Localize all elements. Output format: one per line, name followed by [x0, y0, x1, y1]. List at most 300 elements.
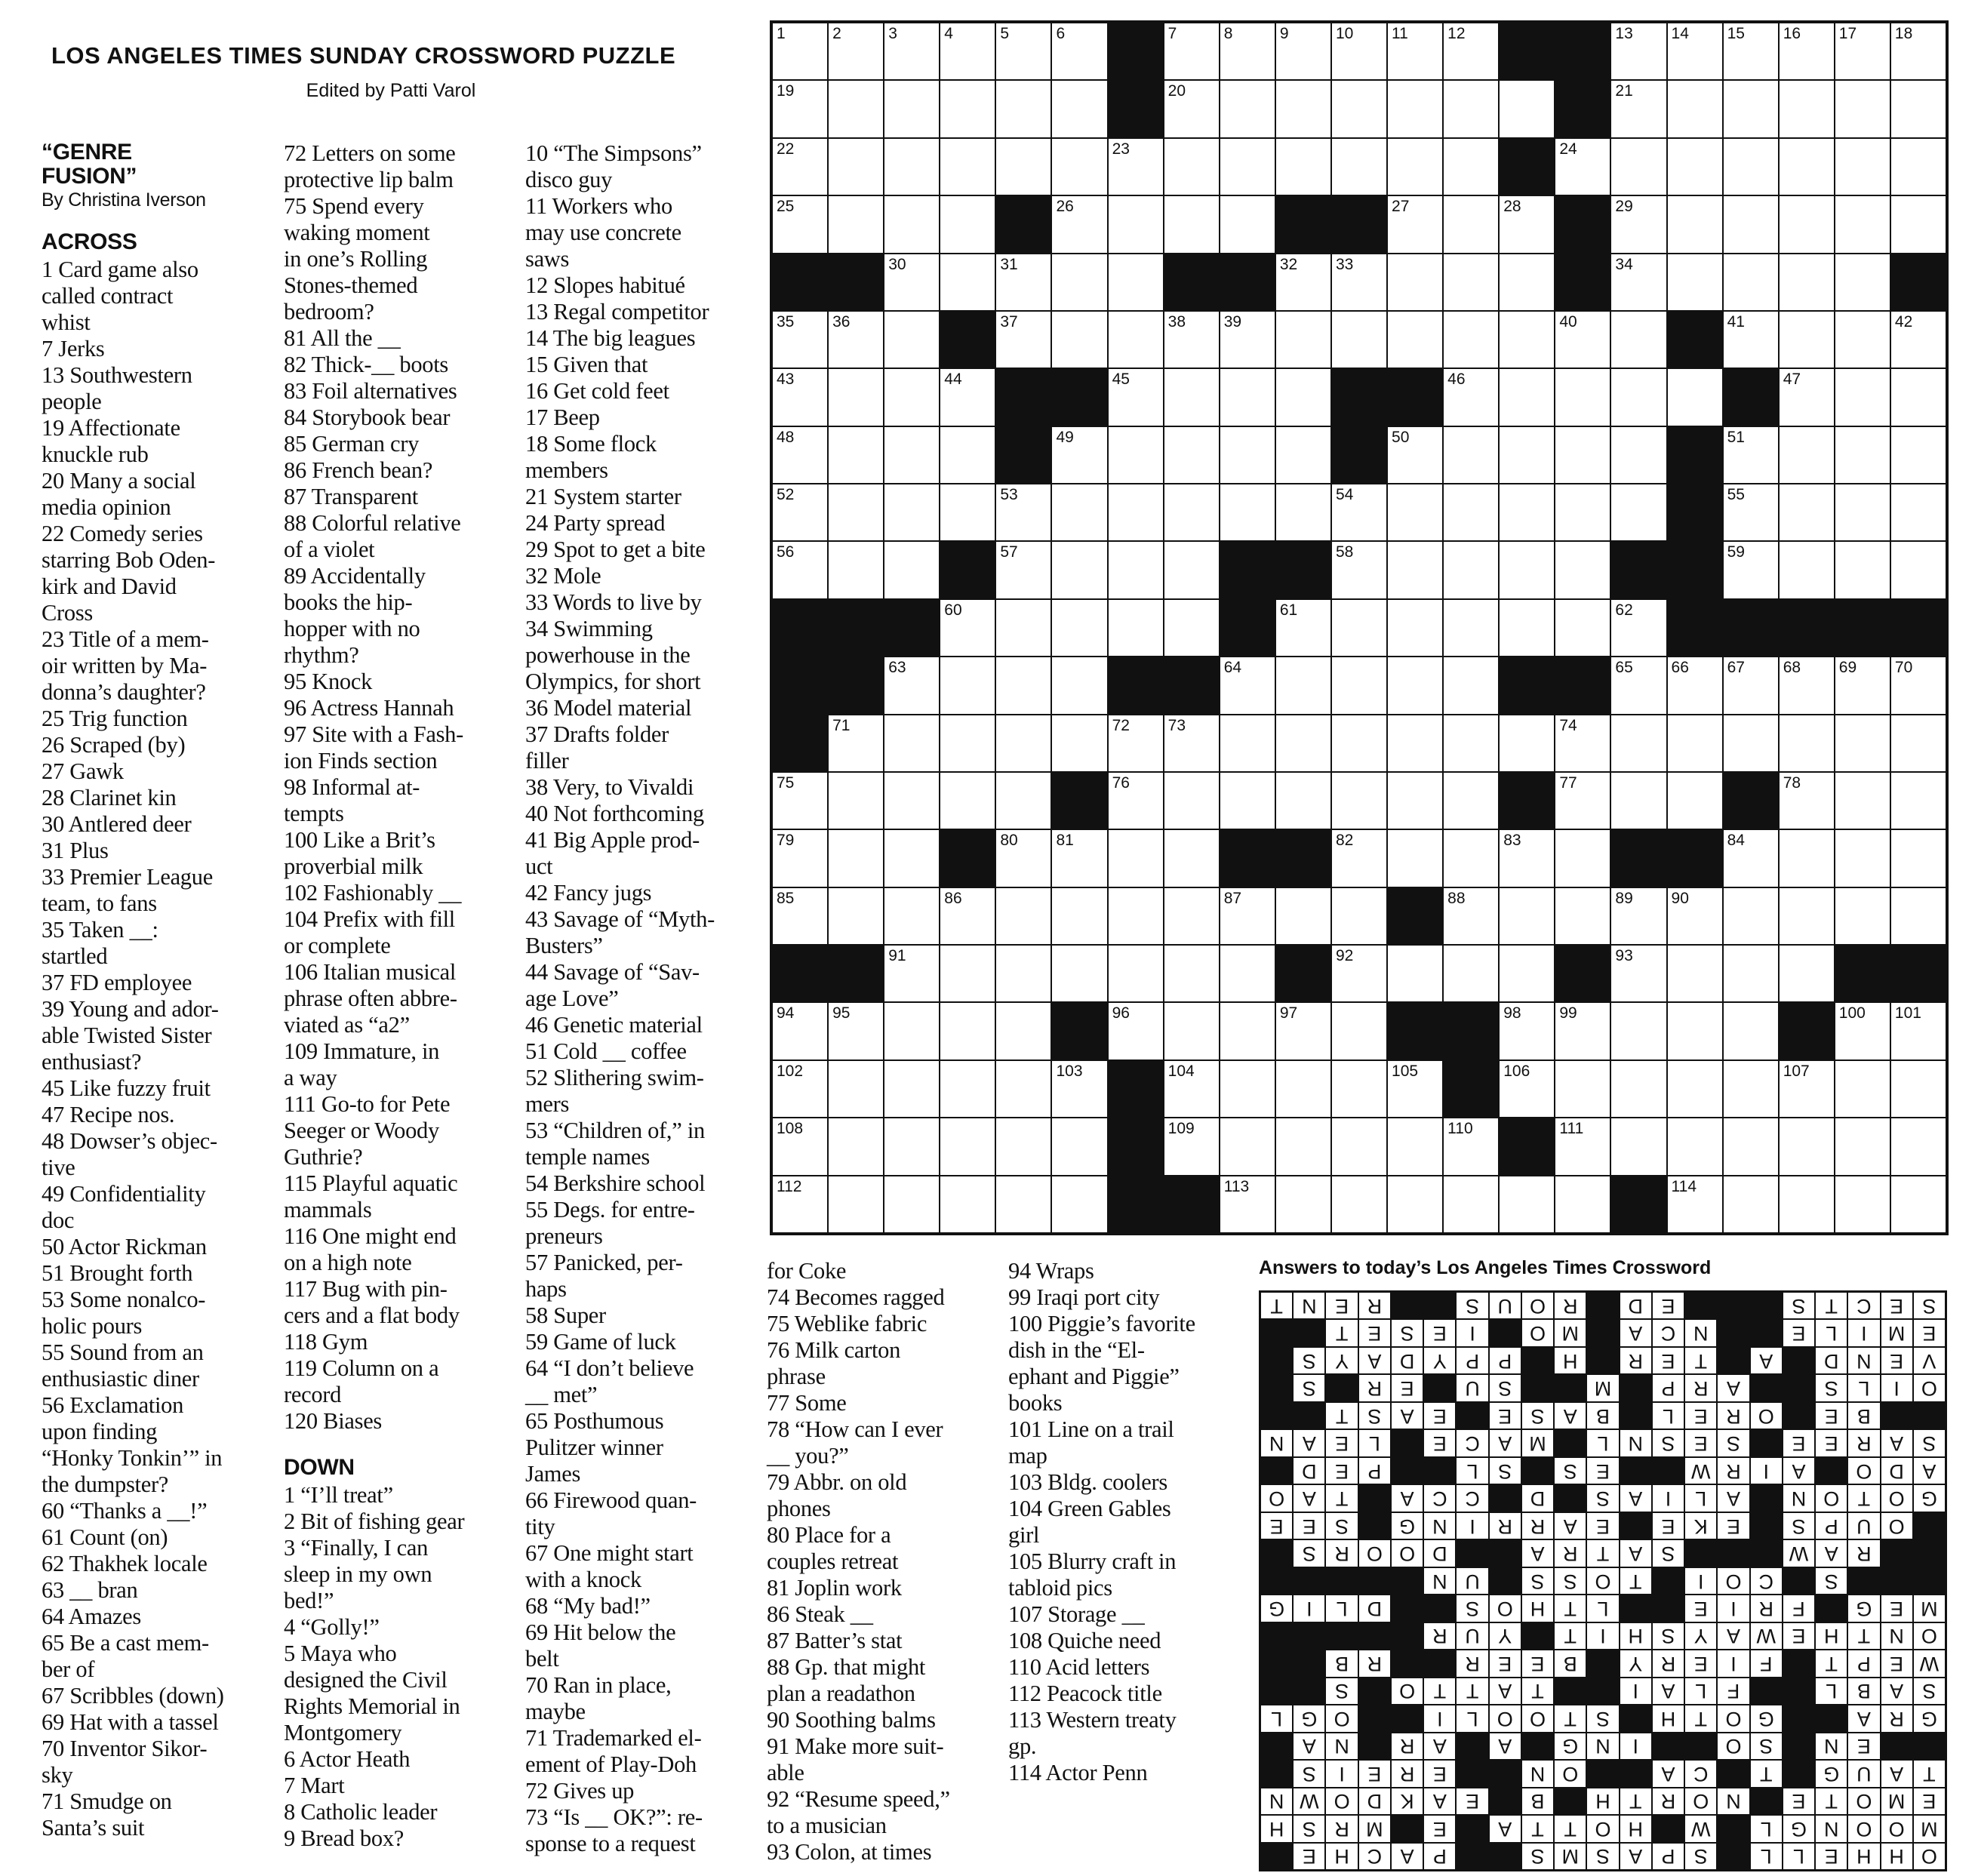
grid-cell[interactable]: [1891, 1061, 1946, 1117]
grid-cell[interactable]: [1276, 888, 1330, 944]
grid-cell[interactable]: [1668, 196, 1722, 252]
grid-cell[interactable]: [1891, 542, 1946, 598]
grid-cell[interactable]: [1220, 427, 1275, 483]
grid-cell[interactable]: [829, 81, 883, 137]
grid-cell[interactable]: [1388, 946, 1442, 1001]
grid-cell[interactable]: [996, 600, 1051, 656]
grid-cell[interactable]: [1444, 1176, 1498, 1232]
grid-cell[interactable]: [940, 369, 995, 425]
grid-cell[interactable]: [1052, 196, 1106, 252]
grid-cell[interactable]: [829, 1176, 883, 1232]
grid-cell[interactable]: [1724, 254, 1778, 310]
grid-cell[interactable]: [1388, 254, 1442, 310]
grid-cell[interactable]: [884, 1176, 939, 1232]
grid-cell[interactable]: [1220, 657, 1275, 713]
grid-cell[interactable]: [829, 369, 883, 425]
grid-cell[interactable]: [1220, 946, 1275, 1001]
grid-cell[interactable]: [1444, 830, 1498, 886]
grid-cell[interactable]: [1276, 773, 1330, 829]
grid-cell[interactable]: [884, 139, 939, 195]
grid-cell[interactable]: [1220, 1176, 1275, 1232]
grid-cell[interactable]: [940, 1118, 995, 1174]
grid-cell[interactable]: [1555, 773, 1610, 829]
grid-cell[interactable]: [1164, 542, 1219, 598]
grid-cell[interactable]: [1109, 1003, 1163, 1059]
grid-cell[interactable]: [1835, 715, 1890, 771]
grid-cell[interactable]: [773, 139, 827, 195]
grid-cell[interactable]: [1164, 888, 1219, 944]
grid-cell[interactable]: [940, 600, 995, 656]
grid-cell[interactable]: [1220, 1061, 1275, 1117]
grid-cell[interactable]: [1388, 312, 1442, 368]
grid-cell[interactable]: [1668, 773, 1722, 829]
grid-cell[interactable]: [1835, 484, 1890, 540]
grid-cell[interactable]: [1109, 369, 1163, 425]
grid-cell[interactable]: [1611, 369, 1666, 425]
grid-cell[interactable]: [1220, 1003, 1275, 1059]
grid-cell[interactable]: [996, 830, 1051, 886]
grid-cell[interactable]: [773, 1176, 827, 1232]
grid-cell[interactable]: [1052, 1061, 1106, 1117]
grid-cell[interactable]: [1332, 1118, 1386, 1174]
grid-cell[interactable]: [996, 23, 1051, 79]
grid-cell[interactable]: [1109, 196, 1163, 252]
grid-cell[interactable]: [1276, 484, 1330, 540]
grid-cell[interactable]: [1500, 196, 1554, 252]
grid-cell[interactable]: [1891, 888, 1946, 944]
grid-cell[interactable]: [829, 715, 883, 771]
grid-cell[interactable]: [1500, 254, 1554, 310]
grid-cell[interactable]: [1444, 81, 1498, 137]
grid-cell[interactable]: [1835, 312, 1890, 368]
grid-cell[interactable]: [1052, 1118, 1106, 1174]
grid-cell[interactable]: [1611, 600, 1666, 656]
grid-cell[interactable]: [1891, 196, 1946, 252]
grid-cell[interactable]: [829, 484, 883, 540]
grid-cell[interactable]: [1611, 1118, 1666, 1174]
grid-cell[interactable]: [1444, 254, 1498, 310]
grid-cell[interactable]: [1668, 657, 1722, 713]
grid-cell[interactable]: [1276, 81, 1330, 137]
grid-cell[interactable]: [1444, 23, 1498, 79]
grid-cell[interactable]: [1835, 23, 1890, 79]
grid-cell[interactable]: [940, 773, 995, 829]
grid-cell[interactable]: [1555, 1176, 1610, 1232]
grid-cell[interactable]: [1109, 542, 1163, 598]
grid-cell[interactable]: [1835, 139, 1890, 195]
grid-cell[interactable]: [1555, 1061, 1610, 1117]
grid-cell[interactable]: [829, 427, 883, 483]
grid-cell[interactable]: [1668, 715, 1722, 771]
grid-cell[interactable]: [1388, 600, 1442, 656]
grid-cell[interactable]: [1835, 1176, 1890, 1232]
grid-cell[interactable]: [1332, 254, 1386, 310]
grid-cell[interactable]: [1388, 657, 1442, 713]
grid-cell[interactable]: [1444, 542, 1498, 598]
grid-cell[interactable]: [1444, 1118, 1498, 1174]
grid-cell[interactable]: [884, 196, 939, 252]
grid-cell[interactable]: [996, 946, 1051, 1001]
grid-cell[interactable]: [1388, 23, 1442, 79]
grid-cell[interactable]: [996, 1118, 1051, 1174]
grid-cell[interactable]: [1052, 484, 1106, 540]
grid-cell[interactable]: [1724, 1176, 1778, 1232]
grid-cell[interactable]: [829, 196, 883, 252]
grid-cell[interactable]: [940, 139, 995, 195]
grid-cell[interactable]: [1164, 830, 1219, 886]
grid-cell[interactable]: [996, 1061, 1051, 1117]
grid-cell[interactable]: [1724, 139, 1778, 195]
grid-cell[interactable]: [829, 23, 883, 79]
grid-cell[interactable]: [1164, 139, 1219, 195]
grid-cell[interactable]: [996, 715, 1051, 771]
grid-cell[interactable]: [1555, 369, 1610, 425]
grid-cell[interactable]: [1724, 23, 1778, 79]
grid-cell[interactable]: [1835, 888, 1890, 944]
grid-cell[interactable]: [1332, 657, 1386, 713]
grid-cell[interactable]: [1388, 484, 1442, 540]
grid-cell[interactable]: [996, 1003, 1051, 1059]
grid-cell[interactable]: [884, 81, 939, 137]
grid-cell[interactable]: [1220, 312, 1275, 368]
grid-cell[interactable]: [1668, 139, 1722, 195]
grid-cell[interactable]: [1835, 427, 1890, 483]
grid-cell[interactable]: [1891, 1176, 1946, 1232]
grid-cell[interactable]: [1611, 657, 1666, 713]
grid-cell[interactable]: [884, 715, 939, 771]
grid-cell[interactable]: [1835, 1061, 1890, 1117]
grid-cell[interactable]: [1052, 600, 1106, 656]
grid-cell[interactable]: [1220, 23, 1275, 79]
grid-cell[interactable]: [1780, 1176, 1834, 1232]
grid-cell[interactable]: [829, 139, 883, 195]
grid-cell[interactable]: [1555, 139, 1610, 195]
grid-cell[interactable]: [1891, 369, 1946, 425]
grid-cell[interactable]: [1444, 946, 1498, 1001]
grid-cell[interactable]: [1611, 139, 1666, 195]
grid-cell[interactable]: [1611, 888, 1666, 944]
grid-cell[interactable]: [884, 369, 939, 425]
grid-cell[interactable]: [1109, 427, 1163, 483]
grid-cell[interactable]: [996, 484, 1051, 540]
grid-cell[interactable]: [1276, 600, 1330, 656]
grid-cell[interactable]: [1668, 369, 1722, 425]
grid-cell[interactable]: [1164, 369, 1219, 425]
grid-cell[interactable]: [940, 657, 995, 713]
grid-cell[interactable]: [1611, 715, 1666, 771]
grid-cell[interactable]: [1052, 1176, 1106, 1232]
grid-cell[interactable]: [1388, 1118, 1442, 1174]
grid-cell[interactable]: [1500, 484, 1554, 540]
grid-cell[interactable]: [1780, 427, 1834, 483]
grid-cell[interactable]: [829, 888, 883, 944]
grid-cell[interactable]: [1891, 427, 1946, 483]
grid-cell[interactable]: [1724, 715, 1778, 771]
grid-cell[interactable]: [996, 888, 1051, 944]
grid-cell[interactable]: [996, 1176, 1051, 1232]
grid-cell[interactable]: [940, 484, 995, 540]
grid-cell[interactable]: [1164, 1003, 1219, 1059]
grid-cell[interactable]: [1109, 830, 1163, 886]
grid-cell[interactable]: [773, 773, 827, 829]
grid-cell[interactable]: [1220, 1118, 1275, 1174]
grid-cell[interactable]: [1444, 773, 1498, 829]
grid-cell[interactable]: [1500, 542, 1554, 598]
grid-cell[interactable]: [1500, 427, 1554, 483]
grid-cell[interactable]: [1276, 715, 1330, 771]
grid-cell[interactable]: [1668, 81, 1722, 137]
grid-cell[interactable]: [1724, 888, 1778, 944]
grid-cell[interactable]: [1891, 23, 1946, 79]
grid-cell[interactable]: [1052, 81, 1106, 137]
grid-cell[interactable]: [884, 1118, 939, 1174]
grid-cell[interactable]: [1388, 1176, 1442, 1232]
grid-cell[interactable]: [1388, 542, 1442, 598]
grid-cell[interactable]: [1891, 139, 1946, 195]
grid-cell[interactable]: [1164, 773, 1219, 829]
grid-cell[interactable]: [1332, 23, 1386, 79]
grid-cell[interactable]: [1276, 139, 1330, 195]
grid-cell[interactable]: [1724, 657, 1778, 713]
grid-cell[interactable]: [1835, 542, 1890, 598]
grid-cell[interactable]: [1052, 139, 1106, 195]
grid-cell[interactable]: [996, 542, 1051, 598]
grid-cell[interactable]: [1332, 1061, 1386, 1117]
grid-cell[interactable]: [829, 542, 883, 598]
grid-cell[interactable]: [1724, 1061, 1778, 1117]
grid-cell[interactable]: [1780, 1118, 1834, 1174]
grid-cell[interactable]: [1052, 715, 1106, 771]
grid-cell[interactable]: [1891, 715, 1946, 771]
grid-cell[interactable]: [1220, 81, 1275, 137]
grid-cell[interactable]: [1611, 484, 1666, 540]
grid-cell[interactable]: [1276, 23, 1330, 79]
grid-cell[interactable]: [940, 715, 995, 771]
grid-cell[interactable]: [773, 542, 827, 598]
grid-cell[interactable]: [1835, 773, 1890, 829]
grid-cell[interactable]: [773, 369, 827, 425]
grid-cell[interactable]: [1611, 773, 1666, 829]
grid-cell[interactable]: [1555, 542, 1610, 598]
grid-cell[interactable]: [940, 23, 995, 79]
grid-cell[interactable]: [1500, 312, 1554, 368]
grid-cell[interactable]: [1220, 369, 1275, 425]
grid-cell[interactable]: [1444, 484, 1498, 540]
grid-cell[interactable]: [1332, 1003, 1386, 1059]
grid-cell[interactable]: [1780, 830, 1834, 886]
grid-cell[interactable]: [1109, 600, 1163, 656]
grid-cell[interactable]: [940, 1061, 995, 1117]
grid-cell[interactable]: [1555, 312, 1610, 368]
grid-cell[interactable]: [1109, 773, 1163, 829]
grid-cell[interactable]: [1332, 600, 1386, 656]
grid-cell[interactable]: [829, 1118, 883, 1174]
grid-cell[interactable]: [1444, 139, 1498, 195]
grid-cell[interactable]: [1724, 196, 1778, 252]
grid-cell[interactable]: [1220, 139, 1275, 195]
grid-cell[interactable]: [1164, 81, 1219, 137]
grid-cell[interactable]: [1332, 139, 1386, 195]
grid-cell[interactable]: [1500, 1003, 1554, 1059]
grid-cell[interactable]: [1052, 946, 1106, 1001]
grid-cell[interactable]: [996, 657, 1051, 713]
grid-cell[interactable]: [1891, 1118, 1946, 1174]
grid-cell[interactable]: [1444, 600, 1498, 656]
grid-cell[interactable]: [1555, 830, 1610, 886]
grid-cell[interactable]: [1109, 254, 1163, 310]
grid-cell[interactable]: [773, 1061, 827, 1117]
grid-cell[interactable]: [1780, 1061, 1834, 1117]
grid-cell[interactable]: [996, 312, 1051, 368]
grid-cell[interactable]: [1780, 196, 1834, 252]
grid-cell[interactable]: [1332, 830, 1386, 886]
grid-cell[interactable]: [1276, 427, 1330, 483]
grid-cell[interactable]: [1444, 369, 1498, 425]
grid-cell[interactable]: [1276, 1118, 1330, 1174]
grid-cell[interactable]: [1109, 484, 1163, 540]
grid-cell[interactable]: [1388, 830, 1442, 886]
grid-cell[interactable]: [1780, 773, 1834, 829]
grid-cell[interactable]: [1780, 484, 1834, 540]
crossword-grid[interactable]: [770, 20, 1949, 1235]
grid-cell[interactable]: [884, 542, 939, 598]
grid-cell[interactable]: [773, 23, 827, 79]
grid-cell[interactable]: [1388, 773, 1442, 829]
grid-cell[interactable]: [1724, 542, 1778, 598]
grid-cell[interactable]: [1611, 312, 1666, 368]
grid-cell[interactable]: [829, 773, 883, 829]
grid-cell[interactable]: [1555, 1118, 1610, 1174]
grid-cell[interactable]: [884, 830, 939, 886]
grid-cell[interactable]: [1611, 946, 1666, 1001]
grid-cell[interactable]: [1444, 657, 1498, 713]
grid-cell[interactable]: [1444, 427, 1498, 483]
grid-cell[interactable]: [1388, 427, 1442, 483]
grid-cell[interactable]: [1724, 1118, 1778, 1174]
grid-cell[interactable]: [1835, 1003, 1890, 1059]
grid-cell[interactable]: [1276, 1176, 1330, 1232]
grid-cell[interactable]: [1500, 715, 1554, 771]
grid-cell[interactable]: [1500, 81, 1554, 137]
grid-cell[interactable]: [1052, 888, 1106, 944]
grid-cell[interactable]: [1276, 657, 1330, 713]
grid-cell[interactable]: [1835, 81, 1890, 137]
grid-cell[interactable]: [1109, 946, 1163, 1001]
grid-cell[interactable]: [1332, 715, 1386, 771]
grid-cell[interactable]: [1780, 254, 1834, 310]
grid-cell[interactable]: [1332, 888, 1386, 944]
grid-cell[interactable]: [1835, 1118, 1890, 1174]
grid-cell[interactable]: [884, 773, 939, 829]
grid-cell[interactable]: [940, 1003, 995, 1059]
grid-cell[interactable]: [829, 312, 883, 368]
grid-cell[interactable]: [1332, 773, 1386, 829]
grid-cell[interactable]: [1555, 484, 1610, 540]
grid-cell[interactable]: [1388, 139, 1442, 195]
grid-cell[interactable]: [1724, 830, 1778, 886]
grid-cell[interactable]: [1164, 1061, 1219, 1117]
grid-cell[interactable]: [1891, 1003, 1946, 1059]
grid-cell[interactable]: [1388, 196, 1442, 252]
grid-cell[interactable]: [1668, 1003, 1722, 1059]
grid-cell[interactable]: [1668, 1061, 1722, 1117]
grid-cell[interactable]: [1555, 1003, 1610, 1059]
grid-cell[interactable]: [884, 1003, 939, 1059]
grid-cell[interactable]: [1611, 81, 1666, 137]
grid-cell[interactable]: [773, 312, 827, 368]
grid-cell[interactable]: [940, 946, 995, 1001]
grid-cell[interactable]: [1164, 946, 1219, 1001]
grid-cell[interactable]: [773, 427, 827, 483]
grid-cell[interactable]: [1668, 23, 1722, 79]
grid-cell[interactable]: [1611, 254, 1666, 310]
grid-cell[interactable]: [940, 196, 995, 252]
grid-cell[interactable]: [940, 1176, 995, 1232]
grid-cell[interactable]: [1835, 369, 1890, 425]
grid-cell[interactable]: [1164, 484, 1219, 540]
grid-cell[interactable]: [884, 657, 939, 713]
grid-cell[interactable]: [773, 1003, 827, 1059]
grid-cell[interactable]: [1780, 657, 1834, 713]
grid-cell[interactable]: [1164, 312, 1219, 368]
grid-cell[interactable]: [1164, 427, 1219, 483]
grid-cell[interactable]: [1276, 254, 1330, 310]
grid-cell[interactable]: [1668, 946, 1722, 1001]
grid-cell[interactable]: [1332, 484, 1386, 540]
grid-cell[interactable]: [996, 139, 1051, 195]
grid-cell[interactable]: [1388, 81, 1442, 137]
grid-cell[interactable]: [1332, 542, 1386, 598]
grid-cell[interactable]: [773, 196, 827, 252]
grid-cell[interactable]: [1500, 600, 1554, 656]
grid-cell[interactable]: [1220, 484, 1275, 540]
grid-cell[interactable]: [1332, 946, 1386, 1001]
grid-cell[interactable]: [1109, 139, 1163, 195]
grid-cell[interactable]: [1891, 484, 1946, 540]
grid-cell[interactable]: [1611, 1003, 1666, 1059]
grid-cell[interactable]: [940, 427, 995, 483]
grid-cell[interactable]: [884, 1061, 939, 1117]
grid-cell[interactable]: [1276, 1061, 1330, 1117]
grid-cell[interactable]: [1276, 1003, 1330, 1059]
grid-cell[interactable]: [940, 81, 995, 137]
grid-cell[interactable]: [773, 1118, 827, 1174]
grid-cell[interactable]: [829, 1003, 883, 1059]
grid-cell[interactable]: [829, 1061, 883, 1117]
grid-cell[interactable]: [1668, 254, 1722, 310]
grid-cell[interactable]: [1891, 312, 1946, 368]
grid-cell[interactable]: [1611, 427, 1666, 483]
grid-cell[interactable]: [1724, 312, 1778, 368]
grid-cell[interactable]: [1780, 81, 1834, 137]
grid-cell[interactable]: [1109, 312, 1163, 368]
grid-cell[interactable]: [1780, 715, 1834, 771]
grid-cell[interactable]: [773, 888, 827, 944]
grid-cell[interactable]: [1668, 1176, 1722, 1232]
grid-cell[interactable]: [1555, 600, 1610, 656]
grid-cell[interactable]: [773, 830, 827, 886]
grid-cell[interactable]: [1891, 657, 1946, 713]
grid-cell[interactable]: [1388, 1061, 1442, 1117]
grid-cell[interactable]: [1780, 139, 1834, 195]
grid-cell[interactable]: [1835, 830, 1890, 886]
grid-cell[interactable]: [1220, 888, 1275, 944]
grid-cell[interactable]: [884, 427, 939, 483]
grid-cell[interactable]: [1780, 542, 1834, 598]
grid-cell[interactable]: [1220, 773, 1275, 829]
grid-cell[interactable]: [1724, 946, 1778, 1001]
grid-cell[interactable]: [1500, 1061, 1554, 1117]
